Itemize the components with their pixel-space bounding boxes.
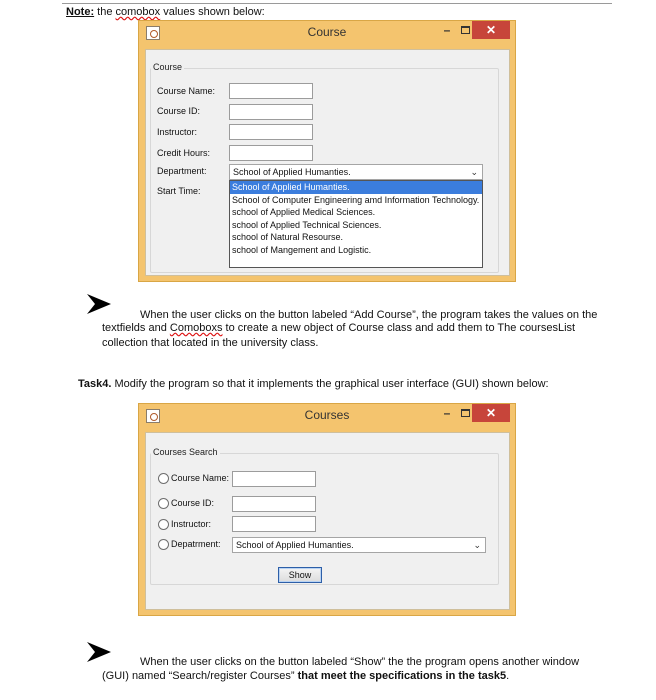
show-button[interactable]: Show: [278, 567, 322, 583]
task4-line: [78, 377, 549, 392]
para1-line2-post: to create a new object of Course class and add them to The coursesList: [225, 322, 576, 334]
minimize-icon[interactable]: –: [443, 406, 451, 420]
course-group-title: Course: [153, 62, 183, 72]
close-icon[interactable]: ✕: [472, 21, 510, 39]
note-misspelled-word: comobox: [115, 6, 161, 18]
department-option-label: Depatrment:: [171, 539, 221, 549]
search-course-id-input[interactable]: [232, 496, 316, 512]
course-id-option-label: Course ID:: [171, 498, 215, 508]
para2-line2: [102, 669, 509, 684]
courses-window: [138, 403, 516, 616]
note-line: [66, 5, 265, 20]
search-department-combobox[interactable]: [232, 537, 486, 553]
department-label: Department:: [157, 166, 207, 176]
arrow-bullet-icon: [86, 641, 112, 663]
maximize-icon[interactable]: [461, 409, 470, 417]
instructor-radio[interactable]: [158, 519, 169, 530]
search-course-name-input[interactable]: [232, 471, 316, 487]
search-department-selected-value: School of Applied Humanties.: [236, 540, 354, 550]
credit-hours-label: Credit Hours:: [157, 148, 211, 158]
page-top-rule: [62, 3, 612, 4]
department-dropdown-list: [229, 180, 483, 268]
course-window-titlebar[interactable]: [139, 21, 515, 45]
course-name-radio[interactable]: [158, 473, 169, 484]
courses-search-group-title: Courses Search: [153, 447, 218, 457]
para1-line3: collection that located in the university class.: [102, 337, 319, 349]
dropdown-option[interactable]: School of Computer Engineering amd Information Technology.: [232, 194, 480, 205]
course-id-label: Course ID:: [157, 106, 201, 116]
para1-line2: [102, 321, 575, 336]
search-instructor-input[interactable]: [232, 516, 316, 532]
para1-line1: When the user clicks on the button labeled “Add Course”, the program takes the values on the: [140, 309, 598, 321]
instructor-label: Instructor:: [157, 127, 198, 137]
chevron-down-icon[interactable]: ⌄: [473, 540, 481, 550]
start-time-label: Start Time:: [157, 186, 201, 196]
instructor-option-label: Instructor:: [171, 519, 212, 529]
maximize-icon[interactable]: [461, 26, 470, 34]
course-id-input[interactable]: [229, 104, 313, 120]
instructor-input[interactable]: [229, 124, 313, 140]
dropdown-option[interactable]: school of Mangement and Logistic.: [232, 244, 372, 255]
department-radio[interactable]: [158, 539, 169, 550]
para2-line2-post: .: [506, 670, 510, 682]
department-combobox[interactable]: [229, 164, 483, 180]
credit-hours-input[interactable]: [229, 145, 313, 161]
task4-text: Modify the program so that it implements the graphical user interface (GUI) shown below:: [114, 378, 549, 390]
note-text-pre: the: [97, 6, 113, 18]
note-text-post: values shown below:: [163, 6, 265, 18]
department-selected-value: School of Applied Humanties.: [233, 167, 351, 177]
dropdown-option[interactable]: School of Applied Humanties.: [230, 181, 482, 194]
dropdown-option[interactable]: school of Natural Resourse.: [232, 232, 344, 243]
task4-label: Task4.: [78, 378, 112, 390]
course-name-input[interactable]: [229, 83, 313, 99]
minimize-icon[interactable]: –: [443, 23, 451, 37]
close-icon[interactable]: ✕: [472, 404, 510, 422]
para2-line2-bold: that meet the specifications in the task5: [297, 670, 507, 682]
course-window: [138, 20, 516, 282]
para2-line1: When the user clicks on the button labeled “Show” the the program opens another window: [140, 656, 580, 668]
para2-line2-pre: (GUI) named “Search/register Courses”: [102, 670, 295, 682]
course-id-radio[interactable]: [158, 498, 169, 509]
note-label: Note:: [66, 6, 95, 18]
dropdown-option[interactable]: school of Applied Technical Sciences.: [232, 219, 382, 230]
courses-window-content: [145, 432, 510, 610]
para1-misspelled-word: Comoboxs: [169, 322, 223, 334]
course-name-option-label: Course Name:: [171, 473, 230, 483]
course-name-label: Course Name:: [157, 86, 216, 96]
arrow-bullet-icon: [86, 293, 112, 315]
course-window-content: [145, 49, 510, 276]
dropdown-option[interactable]: school of Applied Medical Sciences.: [232, 207, 376, 218]
chevron-down-icon[interactable]: ⌄: [470, 167, 478, 177]
courses-window-titlebar[interactable]: [139, 404, 515, 428]
para1-line2-pre: textfields and: [102, 322, 167, 334]
courses-window-title: Courses: [304, 408, 350, 422]
course-window-title: Course: [307, 25, 347, 39]
